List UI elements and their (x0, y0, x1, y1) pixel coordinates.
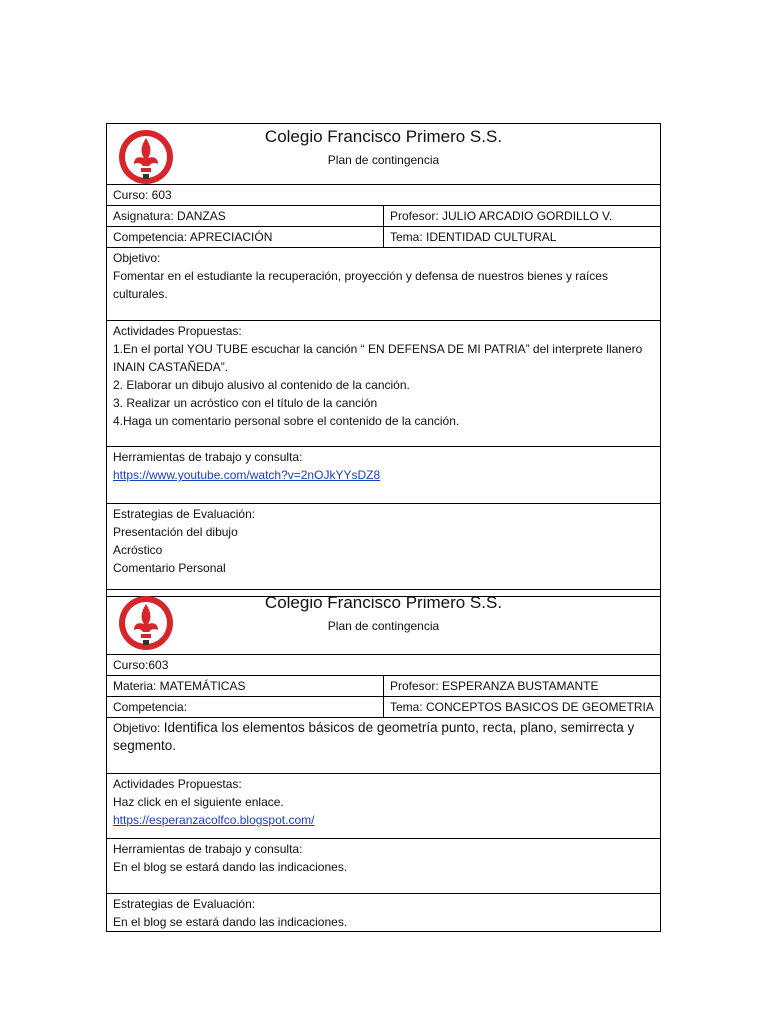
activity-text: Haz click en el siguiente enlace. (113, 795, 284, 809)
tools-label: Herramientas de trabajo y consulta: (113, 450, 303, 464)
teacher-field: Profesor: JULIO ARCADIO GORDILLO V. (390, 209, 613, 223)
plan-subtitle: Plan de contingencia (327, 153, 440, 167)
plan-header (107, 590, 660, 654)
school-title: Colegio Francisco Primero S.S. (264, 593, 503, 612)
objective-label: Objetivo: (113, 251, 161, 265)
evaluation-item: Comentario Personal (113, 561, 226, 575)
activities-label: Actividades Propuestas: (113, 777, 242, 791)
subject-field: Asignatura: DANZAS (107, 206, 384, 226)
plan-header (107, 124, 660, 184)
tools-section (107, 838, 660, 893)
competence-field: Competencia: (107, 697, 384, 717)
activities-section (107, 320, 660, 446)
plan-card-danzas (106, 123, 661, 597)
activity-item: 1.En el portal YOU TUBE escuchar la canción “ EN DEFENSA DE MI PATRIA” del interprete llanero INAIN CASTAÑEDA”. (113, 342, 643, 374)
blog-link[interactable]: https://esperanzacolfco.blogspot.com/ (113, 813, 315, 827)
competence-field: Competencia: APRECIACIÓN (107, 227, 384, 247)
activity-item: 4.Haga un comentario personal sobre el contenido de la canción. (113, 414, 460, 428)
topic-field: Tema: CONCEPTOS BASICOS DE GEOMETRIA (390, 700, 654, 714)
youtube-link[interactable]: https://www.youtube.com/watch?v=2nOJkYYsDZ8 (113, 468, 381, 482)
tools-section (107, 446, 660, 503)
activity-item: 3. Realizar un acróstico con el título de la canción (113, 396, 378, 410)
subject-teacher-row (107, 675, 660, 696)
plan-subtitle: Plan de contingencia (327, 619, 440, 633)
subject-field: Materia: MATEMÁTICAS (107, 676, 384, 696)
tools-label: Herramientas de trabajo y consulta: (113, 842, 303, 856)
subject-teacher-row (107, 205, 660, 226)
course-field: Curso:603 (107, 654, 660, 675)
evaluation-text: En el blog se estará dando las indicaciones. (113, 915, 348, 929)
tools-text: En el blog se estará dando las indicaciones. (113, 860, 348, 874)
topic-field: Tema: IDENTIDAD CULTURAL (390, 230, 557, 244)
evaluation-item: Acróstico (113, 543, 163, 557)
objective-section (107, 717, 660, 773)
evaluation-section (107, 503, 660, 596)
objective-label: Objetivo: (113, 721, 161, 735)
plan-card-matematicas (106, 589, 661, 932)
evaluation-section (107, 893, 660, 931)
objective-text: Fomentar en el estudiante la recuperación, proyección y defensa de nuestros bienes y raíces culturales. (113, 269, 608, 301)
course-field: Curso: 603 (107, 184, 660, 205)
teacher-field: Profesor: ESPERANZA BUSTAMANTE (390, 679, 599, 693)
activity-item: 2. Elaborar un dibujo alusivo al contenido de la canción. (113, 378, 410, 392)
objective-text: Identifica los elementos básicos de geometría punto, recta, plano, semirrecta y segmento. (113, 720, 635, 753)
activities-section (107, 773, 660, 838)
competence-topic-row (107, 226, 660, 247)
evaluation-label: Estrategias de Evaluación: (113, 507, 256, 521)
objective-section (107, 247, 660, 320)
activities-label: Actividades Propuestas: (113, 324, 242, 338)
competence-topic-row (107, 696, 660, 717)
evaluation-label: Estrategias de Evaluación: (113, 897, 256, 911)
school-title: Colegio Francisco Primero S.S. (264, 127, 503, 146)
evaluation-item: Presentación del dibujo (113, 525, 238, 539)
